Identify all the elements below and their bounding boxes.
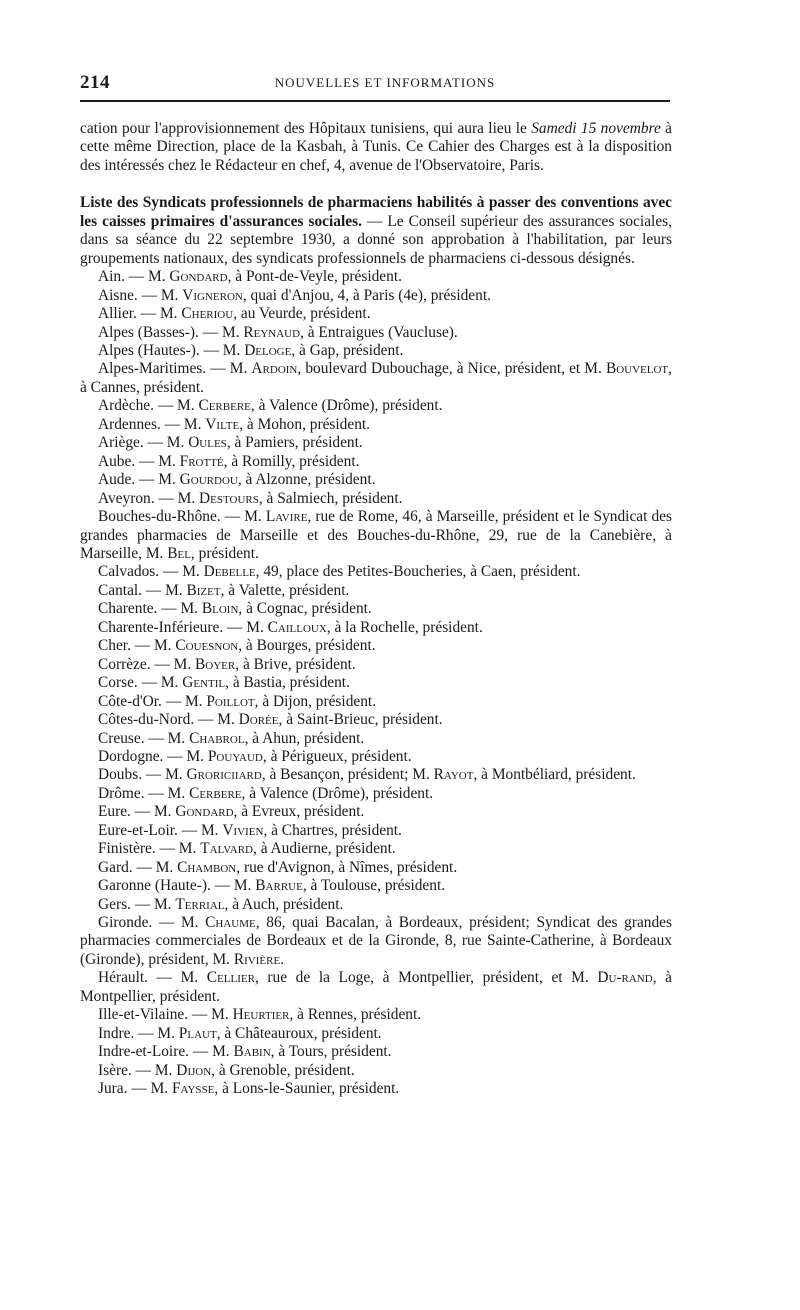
list-item [80, 803, 672, 821]
list-item [80, 877, 672, 895]
entry-text: Ain. — M. [98, 268, 170, 286]
entry-text: , à Valence (Drôme), président. [241, 784, 434, 802]
entry-text: , à Alzonne, président. [237, 471, 376, 489]
entry-text: , à Rennes, président. [289, 1006, 422, 1024]
entry-text: Charente-Inférieure. — M. [98, 618, 268, 636]
entry-text: , à Ahun, président. [244, 729, 365, 747]
list-item [80, 748, 672, 766]
entry-text: Ariège. — M. [98, 434, 189, 452]
entry-text: Doubs. — M. [98, 766, 187, 784]
entry-text: Garonne (Haute-). — M. [98, 877, 256, 895]
person-name: Groriciiard [186, 766, 262, 784]
running-title: NOUVELLES ET INFORMATIONS [274, 75, 496, 90]
entry-text: Creuse. — M. [98, 729, 190, 747]
list-item [80, 360, 672, 397]
entry-text: , à Valence (Drôme), président. [250, 397, 443, 415]
person-name: Du-rand [597, 969, 653, 987]
person-name: Cerbere [189, 784, 242, 802]
entry-text: Gironde. — M. [98, 914, 206, 932]
intro-text-1: cation pour l'approvisionnement des Hôpitaux tunisiens, qui aura lieu le [80, 120, 532, 137]
entry-text: , à Montpellier, président. [80, 969, 672, 1005]
entry-text: Corse. — M. [98, 674, 183, 692]
person-name: Vivien [222, 821, 264, 839]
entry-text: , à Besançon, président; M. [261, 766, 434, 784]
list-item [80, 582, 672, 600]
entry-text: , à Pamiers, président. [226, 434, 363, 452]
list-item [80, 766, 672, 784]
person-name: Cailloux [267, 618, 327, 636]
entry-text: , à Châteauroux, président. [216, 1024, 382, 1042]
entry-text: Ardèche. — M. [98, 397, 199, 415]
entry-text: , à Périgueux, président. [262, 747, 412, 765]
entry-text: Indre. — M. [98, 1024, 179, 1042]
list-item [80, 287, 672, 305]
entry-text: , à Chartres, président. [263, 821, 402, 839]
person-name: Plaut [178, 1024, 217, 1042]
entry-text: , à Salmiech, président. [258, 489, 403, 507]
entry-text: , à Toulouse, président. [302, 877, 446, 895]
entry-text: Côtes-du-Nord. — M. [98, 711, 239, 729]
person-name: Boyer [195, 655, 236, 673]
entry-text: , à Romilly, président. [223, 452, 360, 470]
person-name: Cellier [206, 969, 255, 987]
person-name: Terrial [175, 895, 225, 913]
entry-text: Bouches-du-Rhône. — M. [98, 508, 266, 526]
person-name: Vilte [205, 415, 240, 433]
list-item [80, 305, 672, 323]
person-name: Rivière [233, 950, 281, 968]
person-name: Gondard [169, 268, 228, 286]
entry-text: Finistère. — M. [98, 840, 201, 858]
header-rule [80, 100, 670, 102]
entry-text: , quai d'Anjou, 4, à Paris (4e), président. [242, 286, 491, 304]
person-name: Dorée [238, 711, 279, 729]
entry-text: Calvados. — M. [98, 563, 204, 581]
entry-text: , au Veurde, président. [233, 305, 371, 323]
person-name: Bouvelot [605, 360, 669, 378]
entry-text: Ardennes. — M. [98, 415, 206, 433]
entry-text: Eure. — M. [98, 803, 176, 821]
person-name: Frotté [179, 452, 224, 470]
entry-text: Aisne. — M. [98, 286, 183, 304]
person-name: Gentil [182, 674, 226, 692]
entry-text: Gard. — M. [98, 858, 178, 876]
entry-text: , à Cognac, président. [238, 600, 372, 618]
list-item [80, 637, 672, 655]
person-name: Reynaud [243, 323, 301, 341]
entry-text: , 49, place des Petites-Boucheries, à Caen, président. [255, 563, 581, 581]
list-item [80, 1080, 672, 1098]
entry-text: Allier. — M. [98, 305, 182, 323]
person-name: Cerbere [198, 397, 251, 415]
person-name: Chabrol [189, 729, 245, 747]
syndicate-list [80, 268, 672, 1098]
entry-text: , à Tours, président. [270, 1043, 392, 1061]
entry-text: , à Entraigues (Vaucluse). [300, 323, 458, 341]
entry-text: , à Bourges, président. [238, 637, 376, 655]
entry-text: Dordogne. — M. [98, 747, 208, 765]
list-item [80, 490, 672, 508]
person-name: Gourdou [179, 471, 238, 489]
list-item [80, 656, 672, 674]
list-item [80, 434, 672, 452]
list-item [80, 619, 672, 637]
entry-text: , à Dijon, président. [254, 692, 377, 710]
entry-text: , à Cannes, président. [80, 360, 673, 396]
page-number: 214 [80, 72, 110, 93]
person-name: Pouyaud [207, 747, 263, 765]
list-item [80, 416, 672, 434]
page-header [80, 72, 670, 98]
intro-text-2: à cette même Direction, place de la Kasbah, à Tunis. Ce Cahier des Charges est à la disposition des intéressés chez le Rédacteur en chef, 4, avenue de l'Observatoire, Paris. [80, 120, 672, 174]
entry-text: , à Audierne, président. [253, 840, 396, 858]
entry-text: , à Mohon, président. [239, 415, 371, 433]
person-name: Deloge [244, 341, 292, 359]
person-name: Faysse [171, 1080, 215, 1098]
entry-text: Charente. — M. [98, 600, 202, 618]
entry-text: , rue d'Avignon, à Nîmes, président. [236, 858, 458, 876]
list-item [80, 1025, 672, 1043]
person-name: Bizet [186, 581, 221, 599]
page-body [80, 120, 672, 1099]
list-item [80, 914, 672, 969]
entry-text: Alpes (Basses-). — M. [98, 323, 244, 341]
person-name: Poillot [206, 692, 255, 710]
entry-text: , à Evreux, président. [233, 803, 365, 821]
entry-text: Aude. — M. [98, 471, 180, 489]
entry-text: Alpes-Maritimes. — M. [98, 360, 252, 378]
person-name: Lavire [265, 508, 308, 526]
entry-text: Ille-et-Vilaine. — M. [98, 1006, 233, 1024]
entry-text: Drôme. — M. [98, 784, 190, 802]
list-item [80, 896, 672, 914]
list-item [80, 508, 672, 563]
person-name: Oules [188, 434, 227, 452]
list-item [80, 1062, 672, 1080]
entry-text: , à Brive, président. [235, 655, 356, 673]
entry-text: , à Grenoble, président. [211, 1061, 355, 1079]
intro-date: Samedi 15 novembre [531, 120, 661, 137]
entry-text: , rue de Rome, 46, à Marseille, président et le Syndicat des grandes pharmacies de Marseille et des Bouches-du-Rhône, 29, rue de la Canebière, à Marseille, M. [80, 508, 672, 562]
entry-text: Eure-et-Loir. — M. [98, 821, 223, 839]
person-name: Destours [199, 489, 259, 507]
entry-text: . [280, 950, 285, 968]
entry-text: Gers. — M. [98, 895, 176, 913]
entry-text: Hérault. — M. [98, 969, 207, 987]
list-item [80, 1043, 672, 1061]
list-item [80, 453, 672, 471]
list-item [80, 1006, 672, 1024]
person-name: Bel [167, 544, 191, 562]
entry-text: Côte-d'Or. — M. [98, 692, 207, 710]
entry-text: , boulevard Dubouchage, à Nice, président, et M. [297, 360, 606, 378]
entry-text: Corrèze. — M. [98, 655, 196, 673]
list-item [80, 471, 672, 489]
list-item [80, 822, 672, 840]
list-item [80, 342, 672, 360]
person-name: Chambon [177, 858, 237, 876]
person-name: Dijon [176, 1061, 212, 1079]
entry-text: , à Bastia, président. [225, 674, 350, 692]
person-name: Couesnon [175, 637, 239, 655]
entry-text: , 86, quai Bacalan, à Bordeaux, président; Syndicat des grandes pharmacies commerciales de Bordeaux et de la Gironde, 8, rue Sainte-Catherine, à Bordeaux (Gironde), président, M. [80, 914, 672, 968]
person-name: Vigneron [182, 286, 243, 304]
entry-text: , rue de la Loge, à Montpellier, président, et M. [254, 969, 598, 987]
entry-text: Aube. — M. [98, 452, 180, 470]
entry-text: Alpes (Hautes-). — M. [98, 341, 245, 359]
person-name: Bloin [201, 600, 239, 618]
list-item [80, 397, 672, 415]
entry-text: Isère. — M. [98, 1061, 177, 1079]
list-item [80, 859, 672, 877]
list-item [80, 600, 672, 618]
entry-text: , à Pont-de-Veyle, président. [227, 268, 402, 286]
list-item [80, 969, 672, 1006]
section-paragraph [80, 194, 672, 268]
entry-text: , à la Rochelle, président. [326, 618, 483, 636]
person-name: Babin [233, 1043, 271, 1061]
entry-text: , à Saint-Brieuc, président. [278, 711, 443, 729]
list-item [80, 693, 672, 711]
list-item [80, 268, 672, 286]
person-name: Ardoin [251, 360, 298, 378]
entry-text: , à Gap, président. [291, 341, 404, 359]
person-name: Heurtier [232, 1006, 290, 1024]
person-name: Rayot [433, 766, 474, 784]
entry-text: , à Montbéliard, président. [473, 766, 636, 784]
list-item [80, 324, 672, 342]
person-name: Barrue [255, 877, 303, 895]
entry-text: , président. [190, 544, 259, 562]
person-name: Debelle [203, 563, 256, 581]
person-name: Gondard [175, 803, 234, 821]
person-name: Talvard [200, 840, 253, 858]
section-body: — Le Conseil supérieur des assurances sociales, dans sa séance du 22 septembre 1930, a donné son approbation à l'habilitation, par leurs groupements nationaux, des syndicats professionnels de pharmaciens ci-dessous désignés. [80, 212, 672, 267]
entry-text: Aveyron. — M. [98, 489, 200, 507]
list-item [80, 840, 672, 858]
entry-text: Cantal. — M. [98, 581, 187, 599]
section-heading: Liste des Syndicats professionnels de pharmaciens habilités à passer des conventions avec les caisses primaires d'assurances sociales. [80, 194, 672, 230]
list-item [80, 674, 672, 692]
entry-text: Jura. — M. [98, 1080, 172, 1098]
list-item [80, 711, 672, 729]
person-name: Chaume [205, 914, 256, 932]
intro-paragraph [80, 120, 672, 175]
list-item [80, 563, 672, 581]
entry-text: Cher. — M. [98, 637, 176, 655]
person-name: Cheriou [181, 305, 234, 323]
entry-text: , à Auch, président. [224, 895, 344, 913]
list-item [80, 785, 672, 803]
list-item [80, 730, 672, 748]
entry-text: , à Lons-le-Saunier, président. [214, 1080, 400, 1098]
entry-text: , à Valette, président. [220, 581, 350, 599]
entry-text: Indre-et-Loire. — M. [98, 1043, 234, 1061]
